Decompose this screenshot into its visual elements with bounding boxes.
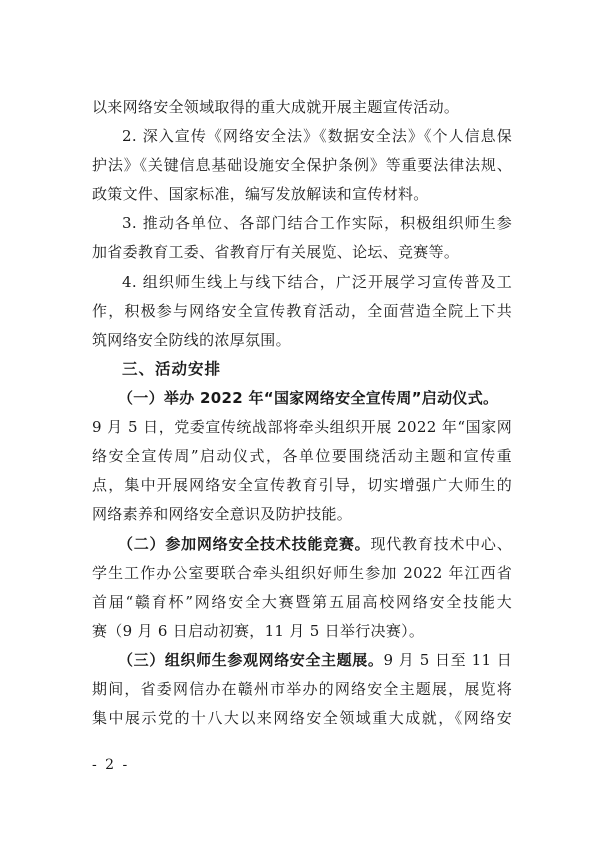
item-text: 9 月 5 日至 11 日 [383, 651, 512, 669]
item-text: 现代教育技术中心、 [370, 535, 512, 553]
paragraph-line: 政策文件、国家标准，编写发放解读和宣传材料。 [92, 185, 429, 203]
section-heading: 三、活动安排 [122, 360, 222, 378]
paragraph-line: 集中展示党的十八大以来网络安全领域重大成就，《网络安 [92, 709, 512, 727]
paragraph-line: 3. 推动各单位、各部门结合工作实际，积极组织师生参 [122, 214, 512, 232]
page-number: - 2 - [92, 757, 130, 773]
item-title: （一）举办 2022 年“国家网络安全宣传周”启动仪式。 [118, 389, 499, 407]
item-title: （二）参加网络安全技术技能竞赛。 [118, 535, 371, 553]
paragraph-line: 学生工作办公室要联合牵头组织好师生参加 2022 年江西省 [92, 564, 512, 582]
paragraph-line: 护法》《关键信息基础设施安全保护条例》等重要法律法规、 [92, 156, 512, 174]
paragraph-line: 首届“赣育杯”网络安全大赛暨第五届高校网络安全技能大 [92, 593, 512, 611]
item-first-line [118, 650, 512, 670]
paragraph-line: 网络素养和网络安全意识及防护技能。 [92, 505, 353, 523]
paragraph-line: 4. 组织师生线上与线下结合，广泛开展学习宣传普及工 [122, 273, 512, 291]
paragraph-line: 作，积极参与网络安全宣传教育活动，全面营造全院上下共 [92, 302, 512, 320]
item-title: （三）组织师生参观网络安全主题展。 [118, 651, 384, 669]
paragraph-line: 筑网络安全防线的浓厚氛围。 [92, 331, 291, 349]
paragraph-line: 以来网络安全领域取得的重大成就开展主题宣传活动。 [92, 98, 460, 116]
paragraph-line: 络安全宣传周”启动仪式，各单位要围绕活动主题和宣传重 [92, 447, 512, 465]
paragraph-line: 9 月 5 日，党委宣传统战部将牵头组织开展 2022 年“国家网 [92, 418, 512, 436]
item-first-line [118, 534, 512, 554]
paragraph-line: 赛（9 月 6 日启动初赛，11 月 5 日举行决赛）。 [92, 622, 425, 640]
paragraph-line: 点，集中开展网络安全宣传教育引导，切实增强广大师生的 [92, 476, 512, 494]
paragraph-line: 2. 深入宣传《网络安全法》《数据安全法》《个人信息保 [122, 127, 512, 145]
paragraph-line: 期间，省委网信办在赣州市举办的网络安全主题展，展览将 [92, 680, 512, 698]
paragraph-line: 加省委教育工委、省教育厅有关展览、论坛、竞赛等。 [92, 243, 460, 261]
